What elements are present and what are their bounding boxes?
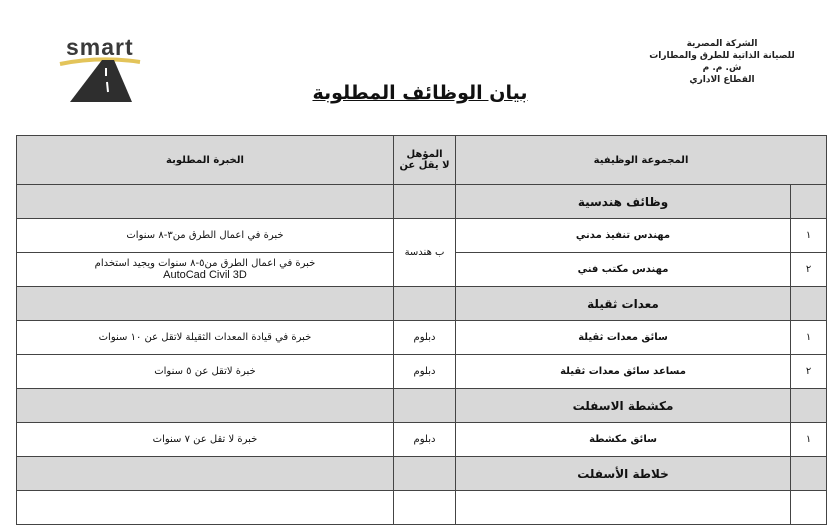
company-subtitle: للصيانة الذاتية للطرق والمطارات [649,51,795,61]
job-title: مهندس مكتب فني [456,253,791,287]
group-num-cell [791,185,827,219]
header-qualification-line2: لا يقل عن [399,160,450,171]
company-name: الشركة المصرية [686,39,758,49]
page-title: بيان الوظائف المطلوبة [312,82,528,104]
group-name: خلاطة الأسفلت [456,457,791,491]
table-row [17,219,827,253]
logo-text: smart [66,34,134,60]
group-experience-cell [17,287,394,321]
header-experience: الخبرة المطلوبة [17,136,394,185]
row-num: ٢ [791,253,827,287]
job-title [456,491,791,525]
row-num [791,491,827,525]
header-job-group: المجموعة الوظيفية [456,136,827,185]
experience: خبرة في اعمال الطرق من٣-٨ سنوات [17,219,394,253]
job-title: مساعد سائق معدات ثقيلة [456,355,791,389]
group-name: معدات ثقيلة [456,287,791,321]
experience-cell [17,253,394,287]
qualification: دبلوم [394,355,456,389]
table-row [17,423,827,457]
experience [17,491,394,525]
group-name: وظائف هندسية [456,185,791,219]
row-num: ٢ [791,355,827,389]
row-num: ١ [791,219,827,253]
group-row [17,287,827,321]
group-num-cell [791,389,827,423]
experience: خبرة في اعمال الطرق من٥-٨ سنوات ويجيد استخدام [94,258,316,269]
qualification: ب هندسة [394,219,456,287]
department: القطاع الاداري [689,75,755,85]
company-logo [40,34,170,104]
company-header [627,38,817,86]
qualification: دبلوم [394,321,456,355]
group-experience-cell [17,457,394,491]
row-num: ١ [791,423,827,457]
table-row [17,321,827,355]
job-title: سائق مكشطة [456,423,791,457]
group-row [17,389,827,423]
header-qualification-line1: المؤهل [406,149,443,160]
jobs-table [16,135,827,525]
qualification [394,491,456,525]
group-row [17,185,827,219]
road-logo-icon [40,34,170,104]
job-title: سائق معدات ثقيلة [456,321,791,355]
table-row-partial [17,491,827,525]
company-type: ش. م. م [702,63,742,73]
group-qualification-cell [394,457,456,491]
group-qualification-cell [394,287,456,321]
row-num: ١ [791,321,827,355]
group-name: مكشطة الاسفلت [456,389,791,423]
table-row [17,355,827,389]
qualification: دبلوم [394,423,456,457]
group-qualification-cell [394,389,456,423]
group-row [17,457,827,491]
group-num-cell [791,457,827,491]
experience-software: AutoCad Civil 3D [163,269,247,281]
group-qualification-cell [394,185,456,219]
job-title: مهندس تنفيذ مدني [456,219,791,253]
experience: خبرة لا تقل عن ٧ سنوات [17,423,394,457]
group-experience-cell [17,185,394,219]
experience: خبرة لاتقل عن ٥ سنوات [17,355,394,389]
header-qualification [394,136,456,185]
experience: خبرة في قيادة المعدات الثقيلة لاتقل عن ١٠ سنوات [17,321,394,355]
group-num-cell [791,287,827,321]
group-experience-cell [17,389,394,423]
